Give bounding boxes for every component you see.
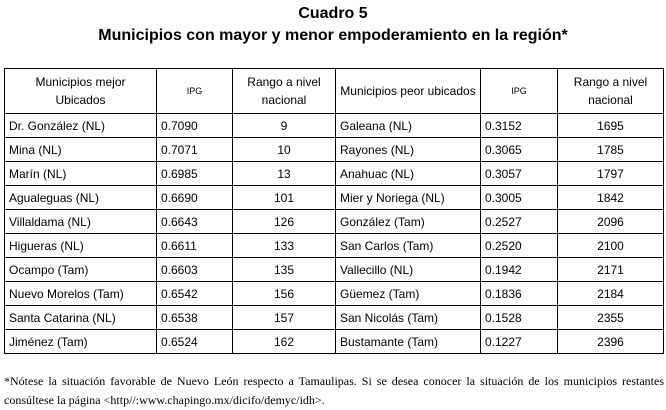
worst-rank-cell: 2184 <box>558 282 664 306</box>
worst-ipg-cell: 0.3057 <box>481 162 558 186</box>
best-rank-cell: 135 <box>233 258 336 282</box>
worst-municipality-cell: Vallecillo (NL) <box>336 258 481 282</box>
worst-municipality-cell: González (Tam) <box>336 210 481 234</box>
best-municipality-cell: Nuevo Morelos (Tam) <box>5 282 157 306</box>
col-header-worst-municipality: Municipios peor ubicados <box>336 69 481 114</box>
worst-municipality-cell: Güemez (Tam) <box>336 282 481 306</box>
worst-rank-cell: 1695 <box>558 114 664 138</box>
worst-ipg-cell: 0.1227 <box>481 330 558 354</box>
col-header-national-rank: Rango a nivel nacional <box>558 69 664 114</box>
worst-municipality-cell: Galeana (NL) <box>336 114 481 138</box>
best-municipality-cell: Ocampo (Tam) <box>5 258 157 282</box>
worst-ipg-cell: 0.2527 <box>481 210 558 234</box>
best-ipg-cell: 0.6690 <box>157 186 233 210</box>
best-rank-cell: 156 <box>233 282 336 306</box>
best-rank-cell: 133 <box>233 234 336 258</box>
table-row <box>5 138 664 162</box>
table-row <box>5 114 664 138</box>
table-row <box>5 306 664 330</box>
worst-rank-cell: 2096 <box>558 210 664 234</box>
worst-ipg-cell: 0.3005 <box>481 186 558 210</box>
col-header-ipg: IPG <box>481 69 558 114</box>
header-row <box>5 69 664 114</box>
best-ipg-cell: 0.6611 <box>157 234 233 258</box>
table-row <box>5 330 664 354</box>
empowerment-table <box>4 68 664 354</box>
worst-rank-cell: 1842 <box>558 186 664 210</box>
best-rank-cell: 162 <box>233 330 336 354</box>
best-municipality-cell: Jiménez (Tam) <box>5 330 157 354</box>
table-row <box>5 258 664 282</box>
worst-municipality-cell: Bustamante (Tam) <box>336 330 481 354</box>
best-ipg-cell: 0.6542 <box>157 282 233 306</box>
best-ipg-cell: 0.7071 <box>157 138 233 162</box>
best-ipg-cell: 0.6603 <box>157 258 233 282</box>
best-ipg-cell: 0.6985 <box>157 162 233 186</box>
table-row <box>5 162 664 186</box>
best-municipality-cell: Agualeguas (NL) <box>5 186 157 210</box>
worst-rank-cell: 2171 <box>558 258 664 282</box>
table-row <box>5 282 664 306</box>
worst-ipg-cell: 0.3065 <box>481 138 558 162</box>
worst-rank-cell: 2396 <box>558 330 664 354</box>
worst-municipality-cell: Mier y Noriega (NL) <box>336 186 481 210</box>
best-municipality-cell: Santa Catarina (NL) <box>5 306 157 330</box>
worst-municipality-cell: Rayones (NL) <box>336 138 481 162</box>
table-row <box>5 186 664 210</box>
best-ipg-cell: 0.6643 <box>157 210 233 234</box>
table-title: Municipios con mayor y menor empoderamiento en la región* <box>98 27 568 44</box>
worst-ipg-cell: 0.3152 <box>481 114 558 138</box>
best-municipality-cell: Marín (NL) <box>5 162 157 186</box>
best-rank-cell: 126 <box>233 210 336 234</box>
col-header-ipg: IPG <box>157 69 233 114</box>
worst-municipality-cell: San Nicolás (Tam) <box>336 306 481 330</box>
table-number: Cuadro 5 <box>298 5 368 22</box>
worst-ipg-cell: 0.1528 <box>481 306 558 330</box>
worst-rank-cell: 2100 <box>558 234 664 258</box>
worst-rank-cell: 1785 <box>558 138 664 162</box>
col-header-national-rank: Rango a nivel nacional <box>233 69 336 114</box>
best-rank-cell: 157 <box>233 306 336 330</box>
best-municipality-cell: Dr. González (NL) <box>5 114 157 138</box>
footnote: *Nótese la situación favorable de Nuevo León respecto a Tamaulipas. Si se desea conocer la situación de los municipios restantes consúltese la página <http//:www.chapingo.mx/dicifo/demyc/idh>. <box>4 374 664 407</box>
worst-rank-cell: 2355 <box>558 306 664 330</box>
best-rank-cell: 10 <box>233 138 336 162</box>
best-ipg-cell: 0.7090 <box>157 114 233 138</box>
worst-rank-cell: 1797 <box>558 162 664 186</box>
best-ipg-cell: 0.6524 <box>157 330 233 354</box>
worst-ipg-cell: 0.1836 <box>481 282 558 306</box>
best-municipality-cell: Mina (NL) <box>5 138 157 162</box>
best-ipg-cell: 0.6538 <box>157 306 233 330</box>
worst-ipg-cell: 0.2520 <box>481 234 558 258</box>
best-municipality-cell: Higueras (NL) <box>5 234 157 258</box>
table-body <box>5 114 664 354</box>
col-header-best-municipality: Municipios mejor Ubicados <box>5 69 157 114</box>
worst-ipg-cell: 0.1942 <box>481 258 558 282</box>
table-row <box>5 234 664 258</box>
table-row <box>5 210 664 234</box>
worst-municipality-cell: San Carlos (Tam) <box>336 234 481 258</box>
best-municipality-cell: Villaldama (NL) <box>5 210 157 234</box>
worst-municipality-cell: Anahuac (NL) <box>336 162 481 186</box>
best-rank-cell: 9 <box>233 114 336 138</box>
best-rank-cell: 101 <box>233 186 336 210</box>
best-rank-cell: 13 <box>233 162 336 186</box>
